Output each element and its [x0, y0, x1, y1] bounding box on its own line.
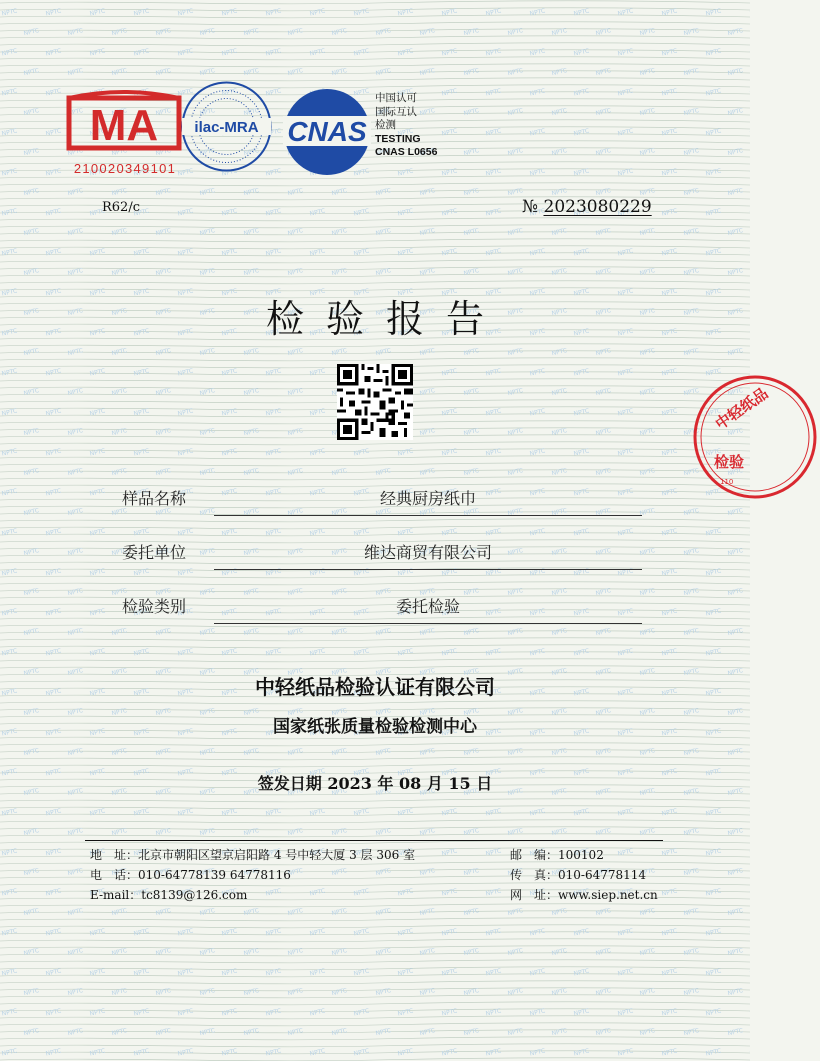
footer-fax [510, 866, 646, 883]
footer-website [510, 886, 658, 903]
cnas-cert-no: CNAS L0656 [375, 146, 438, 158]
cnas-line-2: 国际互认 [375, 105, 417, 118]
svg-text:110: 110 [720, 478, 734, 486]
fax-label: 传 真： [510, 868, 559, 882]
report-r-code: R62/c [102, 200, 140, 215]
svg-text:中轻纸品: 中轻纸品 [711, 384, 772, 434]
cnas-line-1: 中国认可 [375, 92, 417, 104]
footer-divider [85, 840, 663, 841]
address-label: 地 址： [90, 848, 139, 862]
cma-code: 210020349101 [73, 161, 177, 176]
red-seal-stamp [690, 372, 820, 502]
footer-postcode [510, 846, 604, 863]
info-underline [214, 623, 642, 624]
qr-code[interactable] [337, 364, 413, 440]
report-number-value: 2023080229 [543, 197, 652, 217]
report-number [522, 197, 652, 217]
website-label: 网 址： [510, 888, 559, 902]
info-value-sample-name: 经典厨房纸巾 [379, 489, 476, 508]
info-underline [214, 569, 642, 570]
postcode-value: 100102 [558, 848, 604, 862]
phone-value: 010-64778139 64778116 [138, 868, 291, 882]
report-title: 检验报告 [265, 297, 506, 341]
info-label-sample-name: 样品名称 [122, 489, 187, 508]
cnas-logo [283, 88, 371, 176]
postcode-label: 邮 编： [510, 848, 559, 862]
issue-date: 签发日期 2023 年 08 月 15 日 [257, 774, 493, 793]
email-label: E-mail： [90, 888, 142, 902]
cma-logo-text: MA [89, 101, 159, 150]
phone-label: 电 话： [90, 868, 139, 882]
svg-text:检验: 检验 [714, 453, 745, 471]
footer-phone [90, 866, 291, 883]
fax-value: 010-64778114 [558, 868, 647, 882]
website-value[interactable]: www.siep.net.cn [558, 888, 658, 902]
cnas-testing: TESTING [375, 132, 421, 145]
address-value: 北京市朝阳区望京启阳路 4 号中轻大厦 3 层 306 室 [138, 848, 416, 862]
info-label-client: 委托单位 [122, 543, 187, 562]
cma-logo [65, 94, 183, 152]
cnas-logo-text: CNAS [287, 116, 367, 147]
info-value-inspection-type: 委托检验 [395, 597, 460, 616]
ilac-mra-logo [180, 80, 273, 173]
footer-email [90, 886, 247, 903]
company-name: 中轻纸品检验认证有限公司 [255, 675, 495, 699]
info-underline [214, 515, 642, 516]
cnas-info [375, 92, 437, 160]
ilac-mra-text: ilac-MRA [194, 119, 259, 136]
info-label-inspection-type: 检验类别 [122, 597, 187, 616]
info-value-client: 维达商贸有限公司 [363, 543, 492, 562]
footer-address [90, 846, 415, 863]
cnas-line-3: 检测 [375, 119, 396, 131]
center-name: 国家纸张质量检验检测中心 [273, 717, 477, 737]
email-value[interactable]: tc8139@126.com [141, 888, 248, 902]
report-number-prefix: № [522, 197, 539, 217]
